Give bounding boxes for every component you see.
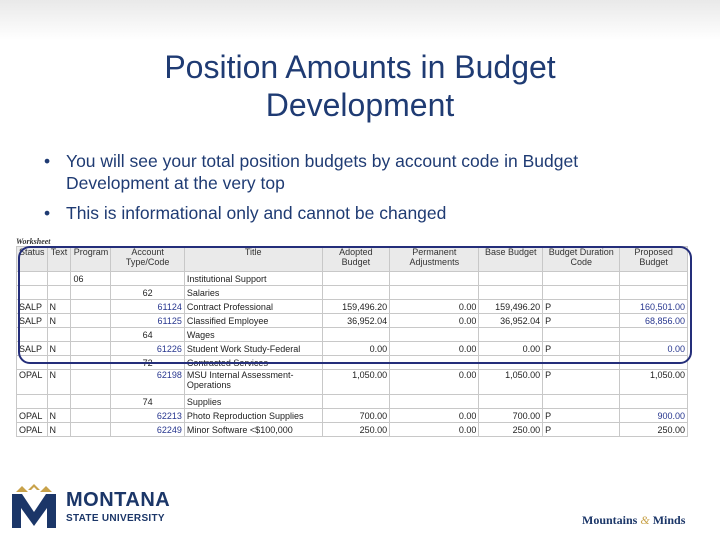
top-band bbox=[0, 0, 720, 40]
column-header[interactable]: Title bbox=[184, 247, 322, 272]
title-cell: Supplies bbox=[184, 395, 322, 409]
status-cell: SALP bbox=[17, 314, 48, 328]
column-header[interactable]: Status bbox=[17, 247, 48, 272]
slide-title bbox=[0, 48, 720, 124]
account-code-cell[interactable]: 61226 bbox=[111, 342, 184, 356]
column-header[interactable]: Text bbox=[47, 247, 71, 272]
adopted-budget-cell: 0.00 bbox=[322, 342, 390, 356]
bullet-text-line: Development at the very top bbox=[66, 173, 285, 193]
tagline-word: Minds bbox=[652, 513, 686, 527]
column-header[interactable]: Account Type/Code bbox=[111, 247, 184, 272]
title-cell: Student Work Study-Federal bbox=[184, 342, 322, 356]
account-code-cell: 62 bbox=[111, 286, 184, 300]
bullet-text-line: This is informational only and cannot be changed bbox=[66, 203, 447, 223]
proposed-budget-cell[interactable]: 68,856.00 bbox=[620, 314, 688, 328]
permanent-adjustments-cell: 0.00 bbox=[390, 409, 479, 423]
text-cell: N bbox=[47, 314, 71, 328]
base-budget-cell: 36,952.04 bbox=[479, 314, 543, 328]
account-code-cell[interactable]: 62249 bbox=[111, 423, 184, 437]
base-budget-cell: 700.00 bbox=[479, 409, 543, 423]
title-cell: MSU Internal Assessment-Operations bbox=[184, 370, 322, 395]
title-cell: Classified Employee bbox=[184, 314, 322, 328]
text-cell: N bbox=[47, 423, 71, 437]
slide-title-line1: Position Amounts in Budget bbox=[164, 49, 556, 85]
title-cell: Photo Reproduction Supplies bbox=[184, 409, 322, 423]
duration-code-cell: P bbox=[543, 314, 620, 328]
highlight-rounded-box bbox=[18, 246, 692, 364]
proposed-budget-cell[interactable]: 160,501.00 bbox=[620, 300, 688, 314]
account-code-cell: 74 bbox=[111, 395, 184, 409]
bullet-dot-icon: • bbox=[44, 203, 51, 223]
permanent-adjustments-cell bbox=[390, 395, 479, 409]
column-header[interactable]: Program bbox=[71, 247, 111, 272]
status-cell: OPAL bbox=[17, 423, 48, 437]
account-code-cell[interactable]: 61125 bbox=[111, 314, 184, 328]
text-cell: N bbox=[47, 409, 71, 423]
duration-code-cell: P bbox=[543, 342, 620, 356]
status-cell: OPAL bbox=[17, 409, 48, 423]
adopted-budget-cell: 159,496.20 bbox=[322, 300, 390, 314]
bullet-text-line: You will see your total position budgets by account code in Budget bbox=[66, 151, 579, 171]
title-cell: Contracted Services bbox=[184, 356, 322, 370]
bullet-dot-icon: • bbox=[44, 151, 51, 171]
adopted-budget-cell: 36,952.04 bbox=[322, 314, 390, 328]
column-header[interactable]: Permanent Adjustments bbox=[390, 247, 479, 272]
text-cell: N bbox=[47, 300, 71, 314]
proposed-budget-cell[interactable]: 0.00 bbox=[620, 342, 688, 356]
base-budget-cell: 0.00 bbox=[479, 342, 543, 356]
adopted-budget-cell bbox=[322, 395, 390, 409]
permanent-adjustments-cell: 0.00 bbox=[390, 314, 479, 328]
title-cell: Contract Professional bbox=[184, 300, 322, 314]
tagline-ampersand: & bbox=[640, 513, 650, 527]
program-cell bbox=[71, 370, 111, 395]
permanent-adjustments-cell: 0.00 bbox=[390, 342, 479, 356]
account-code-cell[interactable]: 61124 bbox=[111, 300, 184, 314]
logo-wordmark-state-university: STATE UNIVERSITY bbox=[66, 513, 165, 524]
text-cell: N bbox=[47, 370, 71, 395]
duration-code-cell: P bbox=[543, 409, 620, 423]
adopted-budget-cell: 1,050.00 bbox=[322, 370, 390, 395]
duration-code-cell: P bbox=[543, 370, 620, 395]
title-cell: Minor Software <$100,000 bbox=[184, 423, 322, 437]
title-cell: Wages bbox=[184, 328, 322, 342]
duration-code-cell: P bbox=[543, 423, 620, 437]
status-cell: SALP bbox=[17, 300, 48, 314]
status-cell: SALP bbox=[17, 342, 48, 356]
tagline bbox=[582, 513, 685, 528]
text-cell bbox=[47, 395, 71, 409]
account-code-cell: 64 bbox=[111, 328, 184, 342]
account-code-cell: 72 bbox=[111, 356, 184, 370]
bullet-item bbox=[44, 150, 684, 194]
table-row bbox=[17, 409, 688, 423]
permanent-adjustments-cell: 0.00 bbox=[390, 370, 479, 395]
base-budget-cell bbox=[479, 395, 543, 409]
program-cell bbox=[71, 409, 111, 423]
status-cell: OPAL bbox=[17, 370, 48, 395]
base-budget-cell: 250.00 bbox=[479, 423, 543, 437]
proposed-budget-cell[interactable]: 900.00 bbox=[620, 409, 688, 423]
slide-title-line2: Development bbox=[265, 87, 455, 123]
tagline-word: Mountains bbox=[582, 513, 638, 527]
table-row bbox=[17, 370, 688, 395]
column-header[interactable]: Proposed Budget bbox=[620, 247, 688, 272]
program-cell bbox=[71, 395, 111, 409]
permanent-adjustments-cell: 0.00 bbox=[390, 423, 479, 437]
adopted-budget-cell: 250.00 bbox=[322, 423, 390, 437]
proposed-budget-cell: 250.00 bbox=[620, 423, 688, 437]
title-cell: Institutional Support bbox=[184, 272, 322, 286]
table-row bbox=[17, 423, 688, 437]
base-budget-cell: 159,496.20 bbox=[479, 300, 543, 314]
title-cell: Salaries bbox=[184, 286, 322, 300]
duration-code-cell: P bbox=[543, 300, 620, 314]
status-cell bbox=[17, 395, 48, 409]
column-header[interactable]: Base Budget bbox=[479, 247, 543, 272]
base-budget-cell: 1,050.00 bbox=[479, 370, 543, 395]
table-row bbox=[17, 395, 688, 409]
proposed-budget-cell bbox=[620, 395, 688, 409]
university-logo bbox=[8, 484, 198, 530]
msu-m-icon bbox=[8, 484, 60, 530]
permanent-adjustments-cell: 0.00 bbox=[390, 300, 479, 314]
account-code-cell[interactable]: 62198 bbox=[111, 370, 184, 395]
adopted-budget-cell: 700.00 bbox=[322, 409, 390, 423]
bullet-list bbox=[44, 150, 684, 232]
proposed-budget-cell: 1,050.00 bbox=[620, 370, 688, 395]
bullet-item bbox=[44, 202, 684, 224]
program-cell bbox=[71, 423, 111, 437]
program-cell: 06 bbox=[71, 272, 111, 286]
text-cell: N bbox=[47, 342, 71, 356]
logo-wordmark-montana: MONTANA bbox=[66, 489, 171, 511]
duration-code-cell bbox=[543, 395, 620, 409]
column-header[interactable]: Adopted Budget bbox=[322, 247, 390, 272]
account-code-cell[interactable]: 62213 bbox=[111, 409, 184, 423]
column-header[interactable]: Budget Duration Code bbox=[543, 247, 620, 272]
worksheet-label: Worksheet bbox=[16, 237, 51, 246]
